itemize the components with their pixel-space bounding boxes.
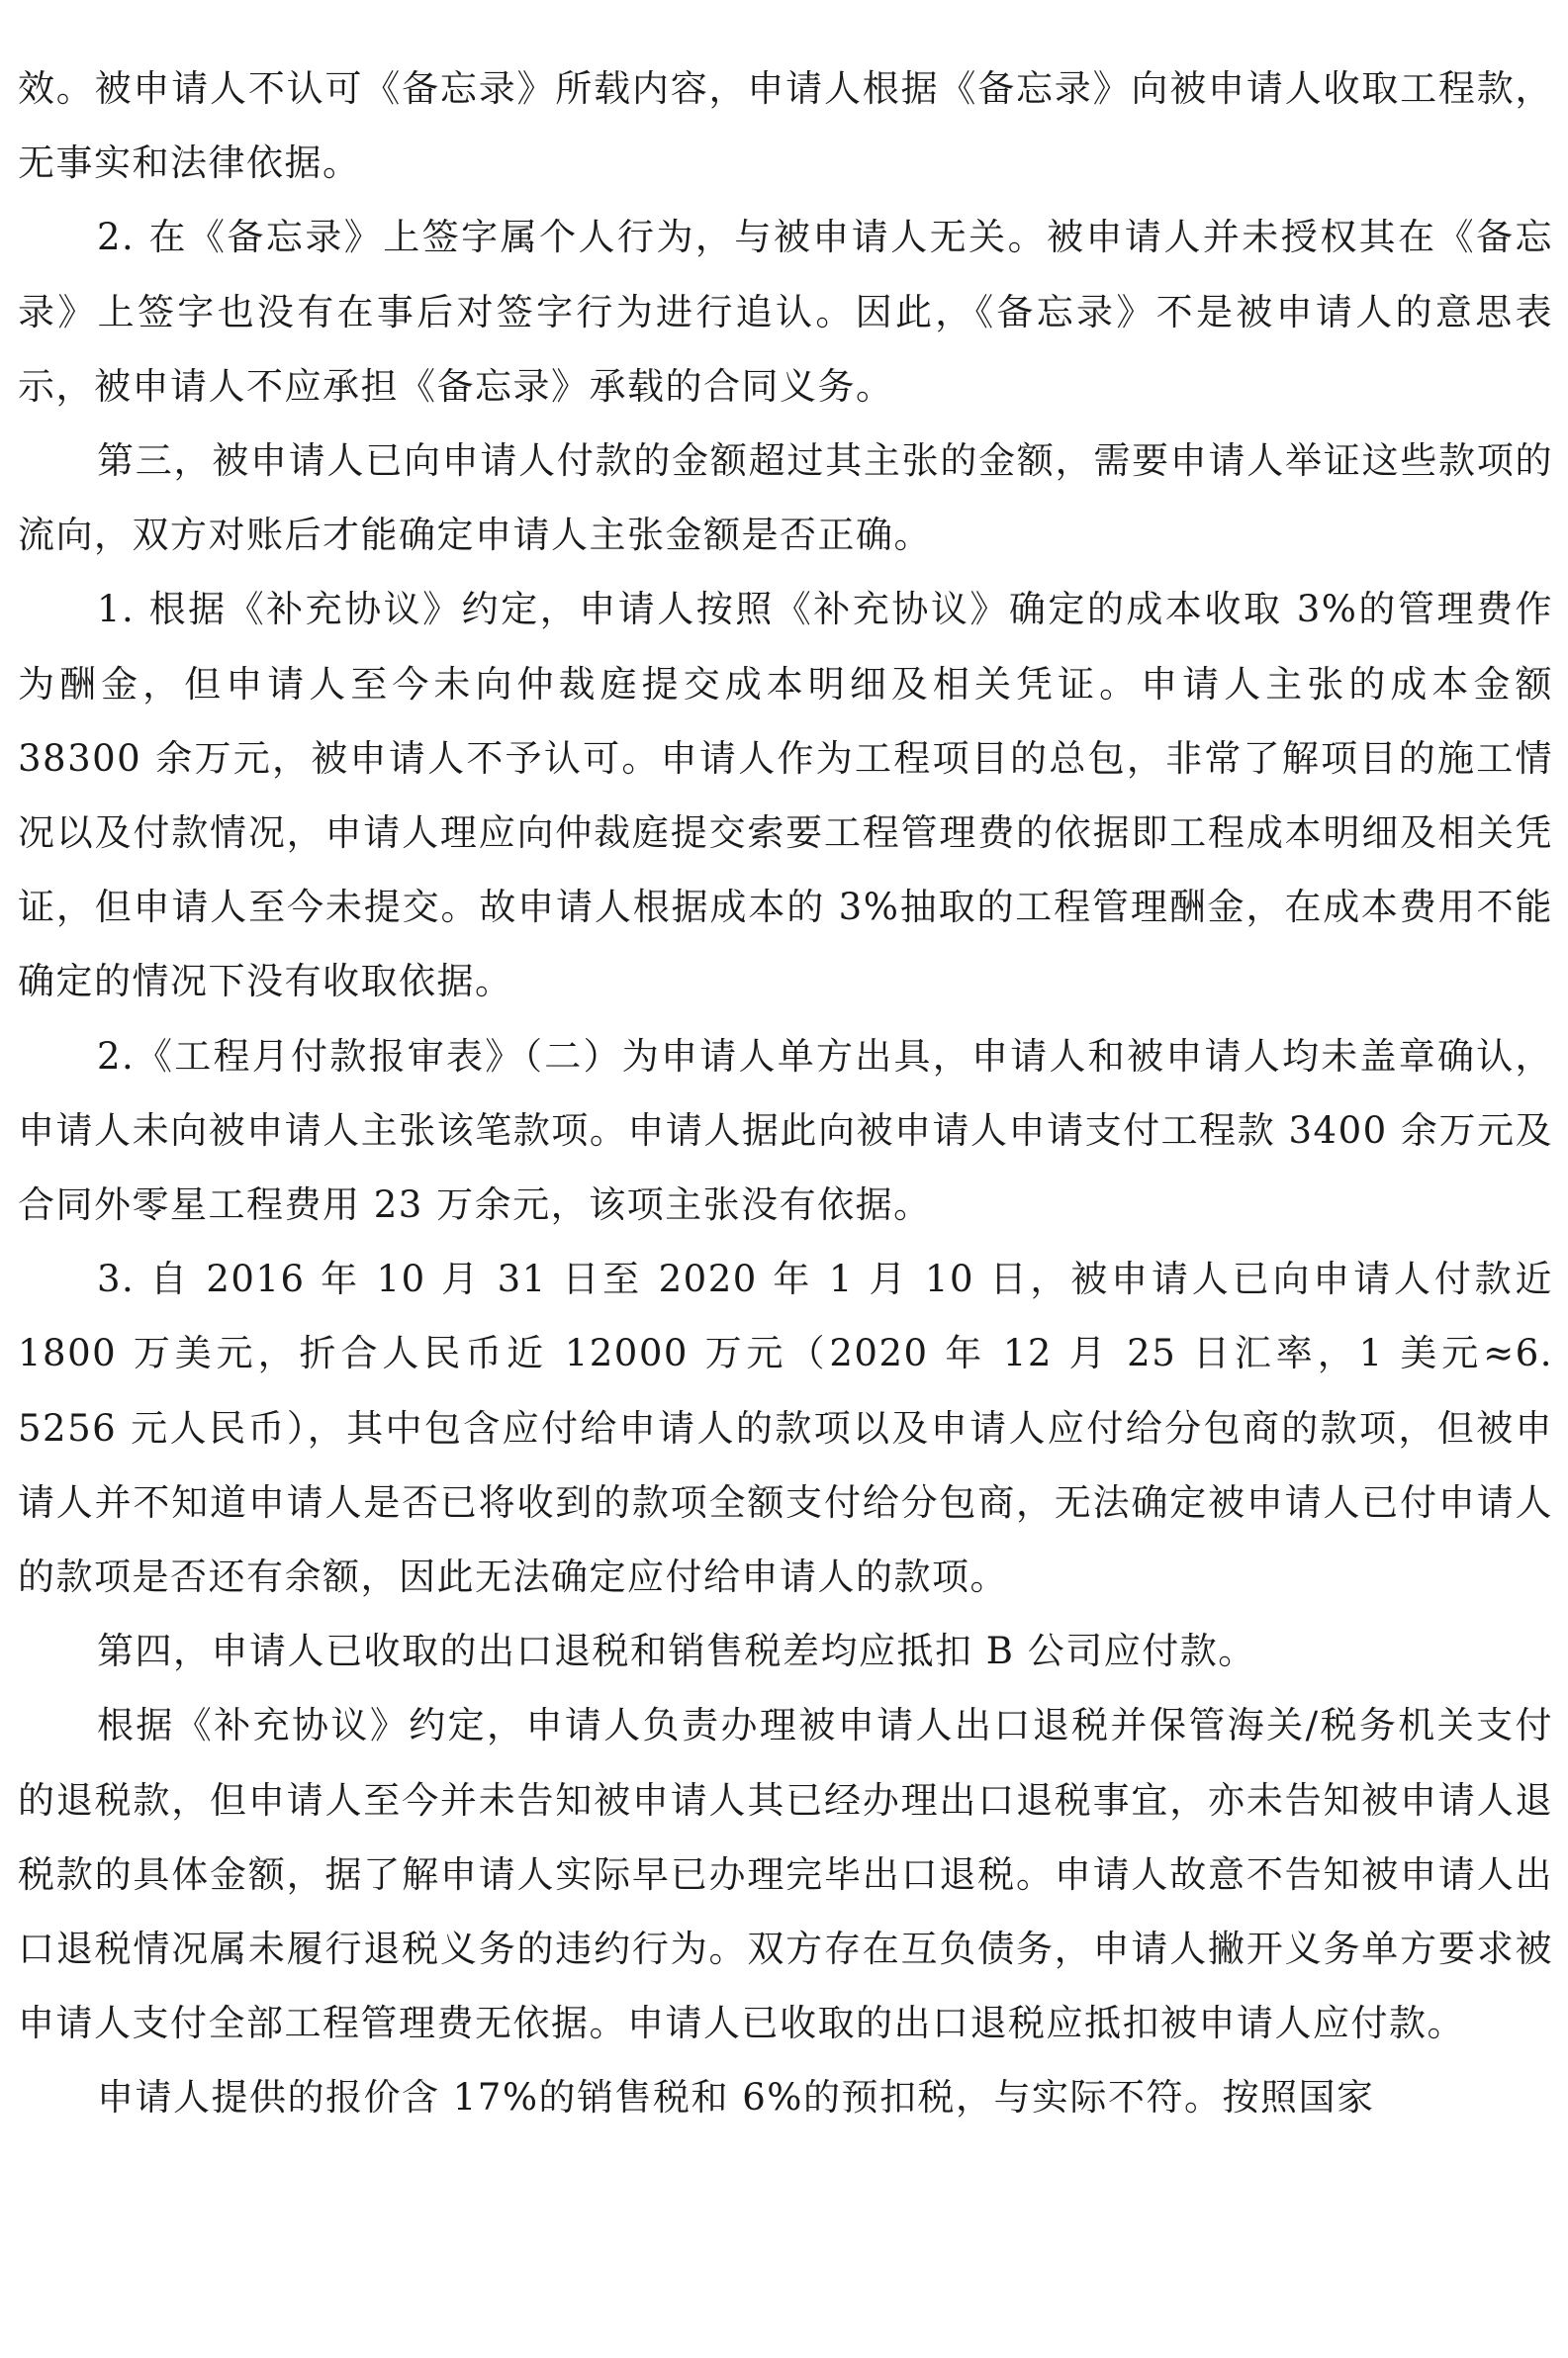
paragraph-payment-form: 2.《工程月付款报审表》（二）为申请人单方出具，申请人和被申请人均未盖章确认，申请人未向被申请人主张该笔款项。申请人据此向被申请人申请支付工程款 3400 余万元及合同外零星工程费用 23 万余元，该项主张没有依据。 [18, 1034, 1553, 1227]
paragraph-fourth-point: 第四，申请人已收取的出口退税和销售税差均应抵扣 B 公司应付款。 [97, 1630, 1256, 1673]
paragraph-management-fee: 1. 根据《补充协议》约定，申请人按照《补充协议》确定的成本收取 3%的管理费作为酬金，但申请人至今未向仲裁庭提交成本明细及相关凭证。申请人主张的成本金额 38300 余万元，被申请人不予认可。申请人作为工程项目的总包，非常了解项目的施工情况以及付款情况，申请人理应向仲裁庭提交索要工程管理费的依据即工程成本明细及相关凭证，但申请人至今未提交。故申请人根据成本的 3%抽取的工程管理酬金，在成本费用不能确定的情况下没有收取依据。 [18, 588, 1553, 1003]
paragraph-payments-made: 3. 自 2016 年 10 月 31 日至 2020 年 1 月 10 日，被申请人已向申请人付款近 1800 万美元，折合人民币近 12000 万元（2020 年 12 月 25 日汇率，1 美元≈6. 5256 元人民币），其中包含应付给申请人的款项以及申请人应付给分包商的款项，但被申请人并不知道申请人是否已将收到的款项全额支付给分包商，无法确定被申请人已付申请人的款项是否还有余额，因此无法确定应付给申请人的款项。 [18, 1258, 1553, 1599]
paragraph-export-tax-refund: 根据《补充协议》约定，申请人负责办理被申请人出口退税并保管海关/税务机关支付的退税款，但申请人至今并未告知被申请人其已经办理出口退税事宜，亦未告知被申请人退税款的具体金额，据了解申请人实际早已办理完毕出口退税。申请人故意不告知被申请人出口退税情况属未履行退税义务的违约行为。双方存在互负债务，申请人撇开义务单方要求被申请人支付全部工程管理费无依据。申请人已收取的出口退税应抵扣被申请人应付款。 [18, 1704, 1553, 2045]
document-page [18, 51, 1553, 2135]
paragraph-signature-personal: 2. 在《备忘录》上签字属个人行为，与被申请人无关。被申请人并未授权其在《备忘录》上签字也没有在事后对签字行为进行追认。因此，《备忘录》不是被申请人的意思表示，被申请人不应承担《备忘录》承载的合同义务。 [18, 216, 1553, 408]
paragraph-sales-tax: 申请人提供的报价含 17%的销售税和 6%的预扣税，与实际不符。按照国家 [97, 2076, 1375, 2120]
paragraph-memo-conclusion: 效。被申请人不认可《备忘录》所载内容，申请人根据《备忘录》向被申请人收取工程款，无事实和法律依据。 [18, 67, 1553, 185]
paragraph-third-point: 第三，被申请人已向申请人付款的金额超过其主张的金额，需要申请人举证这些款项的流向，双方对账后才能确定申请人主张金额是否正确。 [18, 439, 1553, 557]
